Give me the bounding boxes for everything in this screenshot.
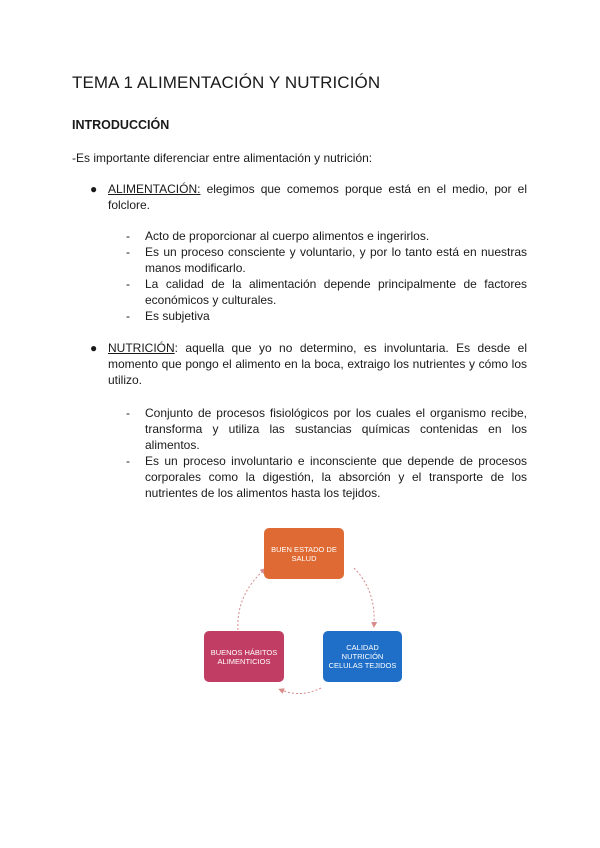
nutricion-definition: : aquella que yo no determino, es involuntaria. Es desde el momento que pongo el alimento en la boca, extraigo los nutrientes y cómo los utilizo. xyxy=(108,341,527,387)
page-title: TEMA 1 ALIMENTACIÓN Y NUTRICIÓN xyxy=(72,73,381,92)
list-item: - Conjunto de procesos fisiológicos por los cuales el organismo recibe, transforma y utiliza las sustancias químicas contenidas en los alimentos. xyxy=(126,406,527,452)
arrow-left-top xyxy=(238,570,264,630)
section-heading: INTRODUCCIÓN xyxy=(72,118,170,132)
nutricion-term: NUTRICIÓN xyxy=(108,341,175,355)
bullet-dot: ● xyxy=(90,341,98,355)
nutricion-list xyxy=(126,405,527,501)
alimentacion-definition: elegimos que comemos porque está en el medio, por el folclore. xyxy=(108,182,527,212)
bullet-alimentacion-text xyxy=(108,181,527,213)
list-item: - Acto de proporcionar al cuerpo alimentos e ingerirlos. xyxy=(126,229,430,243)
list-item: - La calidad de la alimentación depende principalmente de factores económicos y culturales. xyxy=(126,277,527,307)
bullet-nutricion xyxy=(90,340,527,388)
box-buenos-habitos: BUENOS HÁBITOS ALIMENTICIOS xyxy=(204,631,284,682)
bullet-dot: ● xyxy=(90,182,98,196)
bullet-nutricion-text xyxy=(108,340,527,388)
cycle-diagram xyxy=(176,520,426,700)
box-buen-estado-salud: BUEN ESTADO DE SALUD xyxy=(264,528,344,579)
list-item: - Es un proceso consciente y voluntario, y por lo tanto está en nuestras manos modificarlo. xyxy=(126,245,527,275)
arrow-right-left xyxy=(281,688,321,694)
box-calidad-nutricion: CALIDAD NUTRICIÓN CELULAS TEJIDOS xyxy=(323,631,402,682)
arrow-top-right xyxy=(354,568,374,625)
bullet-alimentacion xyxy=(90,181,527,213)
alimentacion-term: ALIMENTACIÓN: xyxy=(108,182,201,196)
intro-text: -Es importante diferenciar entre alimentación y nutrición: xyxy=(72,151,373,165)
alimentacion-list xyxy=(126,228,527,324)
list-item: - Es un proceso involuntario e inconsciente que depende de procesos corporales como la digestión, la absorción y el transporte de los nutrientes de los alimentos hasta los tejidos. xyxy=(126,454,527,500)
list-item: - Es subjetiva xyxy=(126,309,210,323)
